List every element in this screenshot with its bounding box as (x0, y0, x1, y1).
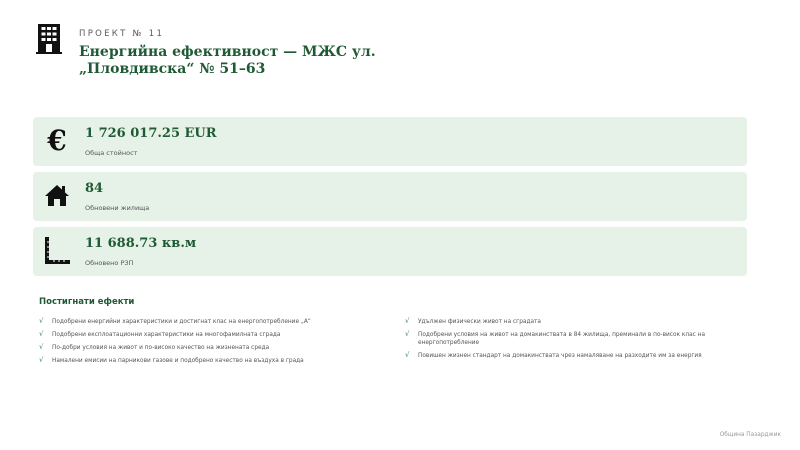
euro-icon (42, 126, 72, 156)
check-icon: √ (405, 317, 410, 325)
check-icon: √ (39, 356, 44, 364)
stat-label: Обновени жилища (85, 204, 150, 212)
stat-value: 11 688.73 кв.м (85, 236, 197, 251)
effects-list-left (39, 318, 389, 370)
check-icon: √ (39, 343, 44, 351)
list-item: √ По-добри условия на живот и по-високо качество на жизнената среда (39, 343, 270, 351)
stat-card-area (33, 227, 747, 276)
home-icon (42, 181, 72, 211)
check-icon: √ (39, 330, 44, 338)
list-item: √ Повишен жизнен стандарт на домакинствата чрез намаляване на разходите им за енергия (405, 351, 702, 359)
stats-list (33, 117, 747, 282)
effects-title: Постигнати ефекти (39, 297, 135, 307)
check-icon: √ (39, 317, 44, 325)
check-icon: √ (405, 330, 410, 338)
stat-label: Обща стойност (85, 149, 138, 157)
footer-municipality: Община Пазарджик (719, 432, 781, 438)
list-item: √ Подобрени експлоатационни характеристики на многофамилната сграда (39, 330, 281, 338)
page-title: Енергийна ефективност — МЖС ул. „Пловдивска“ № 51–63 (79, 44, 376, 77)
stat-label: Обновено РЗП (85, 259, 134, 267)
project-number: ПРОЕКТ № 11 (79, 29, 165, 39)
stat-card-homes (33, 172, 747, 221)
building-icon (36, 24, 62, 54)
list-item: √ Подобрени условия на живот на домакинствата в 84 жилища, преминали в по-висок клас на енергопотребление (405, 330, 706, 346)
effects-list-right (405, 318, 745, 365)
list-item: √ Намалени емисии на парникови газове и подобрено качество на въздуха в града (39, 356, 304, 364)
ruler-area-icon (42, 236, 72, 266)
stat-card-total-cost (33, 117, 747, 166)
check-icon: √ (405, 351, 410, 359)
stat-value: 84 (85, 181, 104, 196)
page-header (36, 24, 479, 78)
stat-value: 1 726 017.25 EUR (85, 126, 217, 141)
list-item: √ Подобрени енергийни характеристики и достигнат клас на енергопотребление „А“ (39, 317, 311, 325)
list-item: √ Удължен физически живот на сградата (405, 317, 541, 325)
euro-glyph: € (47, 124, 67, 157)
